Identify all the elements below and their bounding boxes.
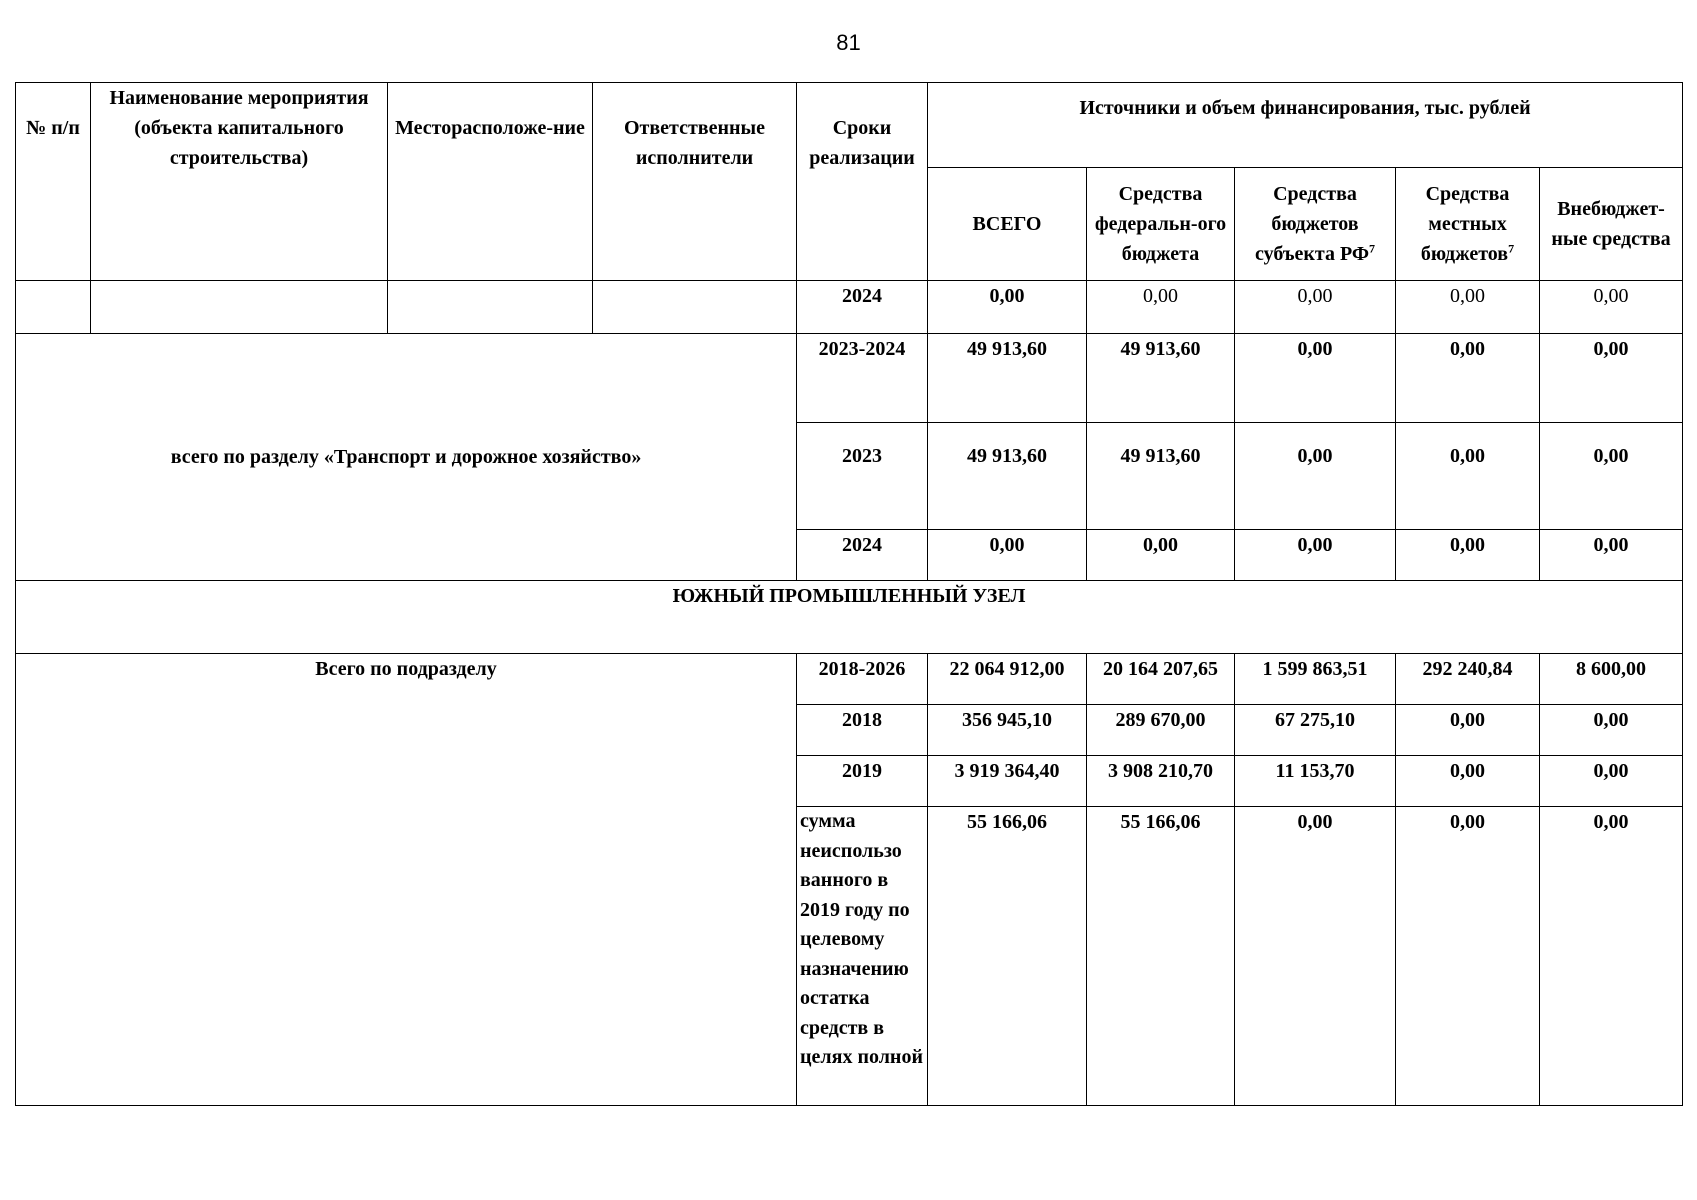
empty-cell <box>593 281 797 334</box>
subject-cell: 0,00 <box>1235 423 1396 530</box>
local-cell: 292 240,84 <box>1396 654 1540 705</box>
offbudget-cell: 0,00 <box>1540 807 1683 1106</box>
local-cell: 0,00 <box>1396 807 1540 1106</box>
subject-cell: 0,00 <box>1235 334 1396 423</box>
offbudget-cell: 0,00 <box>1540 705 1683 756</box>
period-cell: 2018-2026 <box>797 654 928 705</box>
local-cell: 0,00 <box>1396 530 1540 581</box>
header-row <box>16 83 1683 168</box>
offbudget-cell: 0,00 <box>1540 334 1683 423</box>
federal-cell: 0,00 <box>1087 281 1235 334</box>
header-period: Сроки реализации <box>797 83 928 281</box>
total-cell: 0,00 <box>928 281 1087 334</box>
period-cell: 2023-2024 <box>797 334 928 423</box>
total-cell: 356 945,10 <box>928 705 1087 756</box>
header-total: ВСЕГО <box>928 168 1087 281</box>
footnote-marker: 7 <box>1369 241 1376 256</box>
total-cell: 55 166,06 <box>928 807 1087 1106</box>
period-cell: 2023 <box>797 423 928 530</box>
header-location: Месторасположе-ние <box>388 83 593 281</box>
empty-cell <box>16 281 91 334</box>
table-row <box>16 654 1683 705</box>
header-subject <box>1235 168 1396 281</box>
local-cell: 0,00 <box>1396 705 1540 756</box>
offbudget-cell: 0,00 <box>1540 423 1683 530</box>
subject-cell: 0,00 <box>1235 530 1396 581</box>
federal-cell: 289 670,00 <box>1087 705 1235 756</box>
subject-cell: 0,00 <box>1235 807 1396 1106</box>
header-num: № п/п <box>16 83 91 281</box>
empty-cell <box>91 281 388 334</box>
local-cell: 0,00 <box>1396 756 1540 807</box>
federal-cell: 20 164 207,65 <box>1087 654 1235 705</box>
offbudget-cell: 8 600,00 <box>1540 654 1683 705</box>
subject-cell: 1 599 863,51 <box>1235 654 1396 705</box>
period-cell: 2019 <box>797 756 928 807</box>
offbudget-cell: 0,00 <box>1540 530 1683 581</box>
subject-cell: 67 275,10 <box>1235 705 1396 756</box>
header-local-text: Средства местных бюджетов <box>1420 183 1510 265</box>
transport-total-label: всего по разделу «Транспорт и дорожное хозяйство» <box>16 334 797 581</box>
subject-cell: 11 153,70 <box>1235 756 1396 807</box>
period-cell: 2024 <box>797 530 928 581</box>
federal-cell: 55 166,06 <box>1087 807 1235 1106</box>
section-row <box>16 581 1683 654</box>
subject-cell: 0,00 <box>1235 281 1396 334</box>
header-offbudget: Внебюджет-ные средства <box>1540 168 1683 281</box>
empty-cell <box>388 281 593 334</box>
federal-cell: 49 913,60 <box>1087 334 1235 423</box>
period-cell: 2018 <box>797 705 928 756</box>
footnote-marker: 7 <box>1508 241 1515 256</box>
header-funding-group: Источники и объем финансирования, тыс. рублей <box>928 83 1683 168</box>
section-title: ЮЖНЫЙ ПРОМЫШЛЕННЫЙ УЗЕЛ <box>16 581 1683 654</box>
total-cell: 3 919 364,40 <box>928 756 1087 807</box>
period-note-cell: сумма неиспользо ванного в 2019 году по целевому назначению остатка средств в целях полной <box>797 807 928 1106</box>
total-cell: 49 913,60 <box>928 423 1087 530</box>
header-name: Наименование мероприятия (объекта капитального строительства) <box>91 83 388 281</box>
period-cell: 2024 <box>797 281 928 334</box>
local-cell: 0,00 <box>1396 423 1540 530</box>
page-number: 81 <box>836 30 861 55</box>
federal-cell: 0,00 <box>1087 530 1235 581</box>
federal-cell: 3 908 210,70 <box>1087 756 1235 807</box>
header-federal: Средства федеральн-ого бюджета <box>1087 168 1235 281</box>
total-cell: 0,00 <box>928 530 1087 581</box>
header-local <box>1396 168 1540 281</box>
total-cell: 22 064 912,00 <box>928 654 1087 705</box>
header-responsible: Ответственные исполнители <box>593 83 797 281</box>
header-subject-text: Средства бюджетов субъекта РФ <box>1254 183 1370 265</box>
total-cell: 49 913,60 <box>928 334 1087 423</box>
local-cell: 0,00 <box>1396 281 1540 334</box>
table-row <box>16 281 1683 334</box>
offbudget-cell: 0,00 <box>1540 756 1683 807</box>
federal-cell: 49 913,60 <box>1087 423 1235 530</box>
local-cell: 0,00 <box>1396 334 1540 423</box>
table-row <box>16 334 1683 423</box>
subsection-total-label: Всего по подразделу <box>16 654 797 1106</box>
financing-table <box>15 82 1683 1106</box>
offbudget-cell: 0,00 <box>1540 281 1683 334</box>
